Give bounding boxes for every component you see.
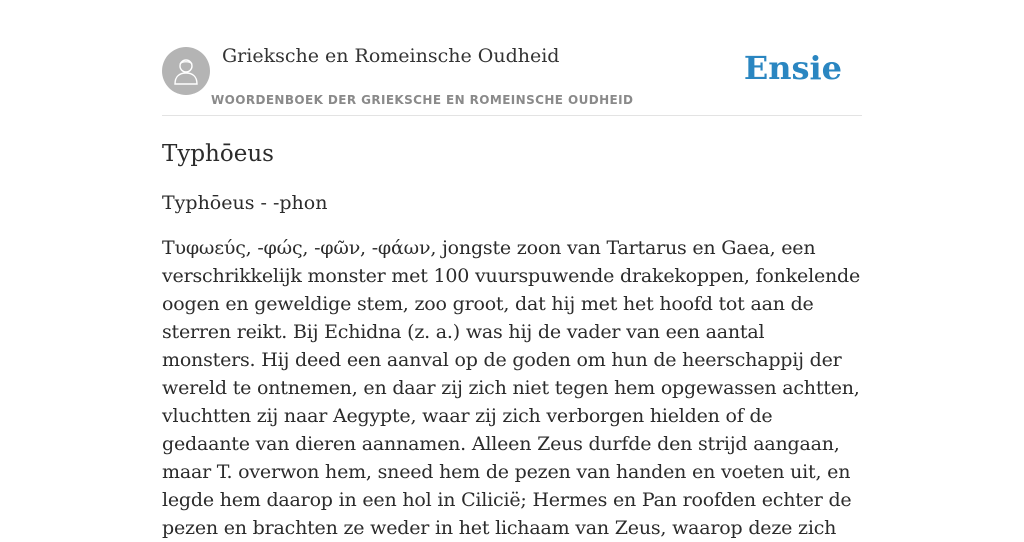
user-icon: [171, 56, 201, 86]
avatar[interactable]: [162, 47, 210, 95]
entry-headword: Typhōeus - -phon: [162, 192, 328, 214]
site-title[interactable]: Grieksche en Romeinsche Oudheid: [222, 45, 560, 67]
site-subtitle: WOORDENBOEK DER GRIEKSCHE EN ROMEINSCHE OUDHEID: [211, 93, 634, 107]
header: [162, 0, 862, 116]
brand-logo[interactable]: Ensie: [743, 49, 842, 87]
entry-content: [162, 138, 862, 542]
page-title: Typhōeus: [162, 141, 274, 167]
entry-body: Τυφωεύς, -φώς, -φῶν, -φάων, jongste zoon van Tartarus en Gaea, een verschrikkelijk monster met 100 vuurspuwende drakekoppen, fonkelende oogen en geweldige stem, zoo groot, dat hij met het hoofd tot aan de sterren reikt. Bij Echidna (z. a.) was hij de vader van een aantal monsters. Hij deed een aanval op de goden om hun de heerschappij der wereld te ontnemen, en daar zij zich niet tegen hem opgewassen achtten, vluchtten zij naar Aegypte, waar zij zich verborgen hielden of de gedaante van dieren aannamen. Alleen Zeus durfde den strijd aangaan, maar T. overwon hem, sneed hem de pezen van handen en voeten uit, en legde hem daarop in een hol in Cilicië; Hermes en Pan roofden echter de pezen en brachten ze weder in het lichaam van Zeus, waarop deze zich: [162, 237, 861, 539]
